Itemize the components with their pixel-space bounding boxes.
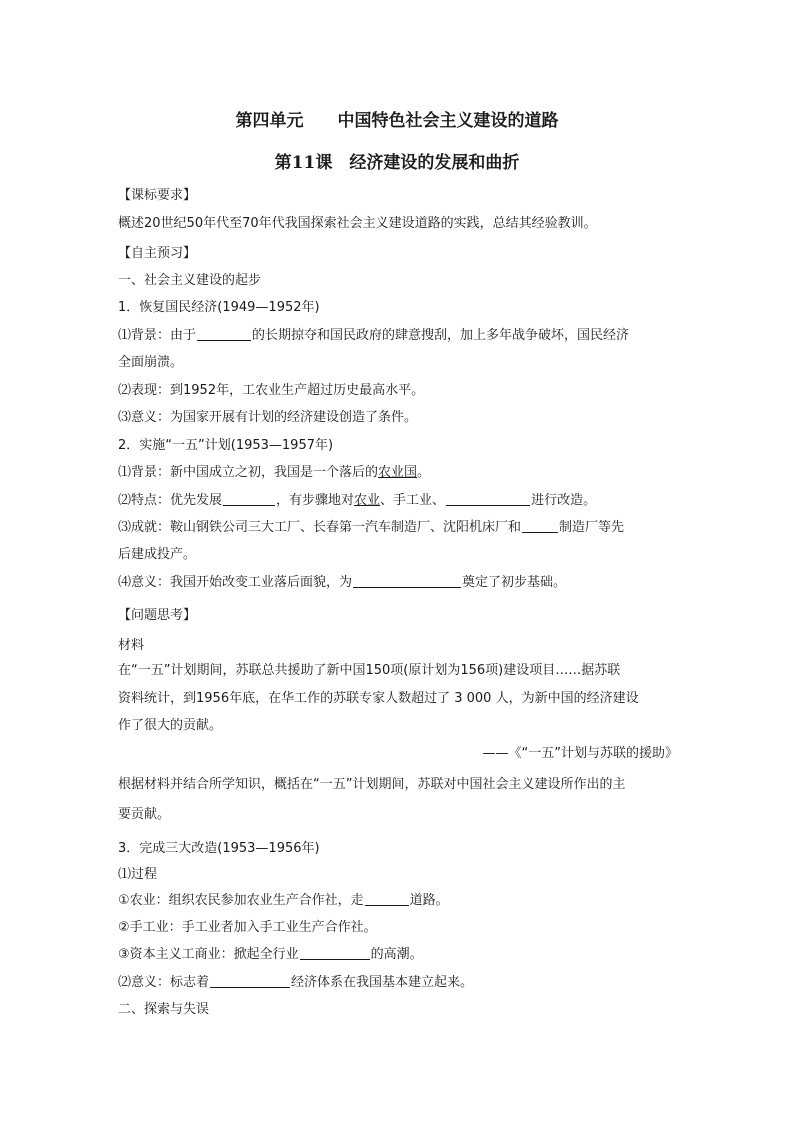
s1-background-cont: 全面崩溃。 (118, 355, 184, 370)
fill-blank[interactable] (300, 946, 370, 960)
s1-performance: ⑵表现：到1952年，工农业生产超过历史最高水平。 (118, 383, 425, 398)
s3-process: ⑴过程 (118, 867, 158, 882)
fill-blank[interactable] (210, 974, 290, 988)
section-kebiao: 【课标要求】 (118, 188, 197, 203)
s3-agriculture: ①农业：组织农民参加农业生产合作社，走 道路。 (118, 893, 449, 908)
material-line-1: 在“一五”计划期间，苏联总共援助了新中国150项(原计划为156项)建设项目……据苏联 (118, 663, 621, 678)
fill-blank[interactable] (446, 492, 530, 506)
s1-background: ⑴背景：由于 的长期掠夺和国民政府的肆意搜刮，加上多年战争破坏，国民经济 (118, 328, 630, 343)
unit-title: 第四单元 中国特色社会主义建设的道路 (235, 111, 559, 131)
s3-handicraft: ②手工业：手工业者加入手工业生产合作社。 (118, 920, 377, 935)
fill-blank[interactable] (365, 892, 409, 906)
question-line-1: 根据材料并结合所学知识，概括在“一五”计划期间，苏联对中国社会主义建设所作出的主 (118, 777, 626, 792)
s3-capitalist: ③资本主义工商业：掀起全行业 的高潮。 (118, 947, 423, 962)
part2-heading: 二、探索与失误 (118, 1002, 210, 1017)
section-wenti: 【问题思考】 (118, 608, 197, 623)
material-line-3: 作了很大的贡献。 (118, 718, 223, 733)
s3-title: 3．完成三大改造(1953—1956年) (118, 841, 320, 856)
section-yuxi: 【自主预习】 (118, 246, 197, 261)
material-label: 材料 (118, 638, 145, 653)
fill-blank[interactable] (223, 492, 275, 506)
s2-significance: ⑷意义：我国开始改变工业落后面貌，为 奠定了初步基础。 (118, 575, 567, 590)
material-line-2: 资料统计，到1956年底，在华工作的苏联专家人数超过了 3 000 人，为新中国的经济建设 (118, 691, 639, 706)
part1-heading: 一、社会主义建设的起步 (118, 273, 262, 288)
s2-background: ⑴背景：新中国成立之初，我国是一个落后的农业国。 (118, 465, 431, 480)
s2-features: ⑵特点：优先发展 ，有步骤地对农业、手工业、 进行改造。 (118, 493, 597, 508)
fill-blank[interactable] (353, 574, 461, 588)
s2-achievements: ⑶成就：鞍山钢铁公司三大工厂、长春第一汽车制造厂、沈阳机床厂和 制造厂等先 (118, 520, 625, 535)
s3-significance: ⑵意义：标志着 经济体系在我国基本建立起来。 (118, 975, 474, 990)
s1-significance: ⑶意义：为国家开展有计划的经济建设创造了条件。 (118, 410, 418, 425)
material-source: ——《“一五”计划与苏联的援助》 (482, 746, 678, 761)
lesson-title: 第11课 经济建设的发展和曲折 (274, 153, 520, 173)
fill-blank[interactable] (522, 519, 558, 533)
s2-title: 2．实施“一五”计划(1953—1957年) (118, 438, 334, 453)
s1-title: 1．恢复国民经济(1949—1952年) (118, 300, 320, 315)
kebiao-text: 概述20世纪50年代至70年代我国探索社会主义建设道路的实践，总结其经验教训。 (118, 216, 597, 231)
fill-blank[interactable] (197, 327, 251, 341)
s2-achievements-cont: 后建成投产。 (118, 547, 197, 562)
question-line-2: 要贡献。 (118, 807, 171, 822)
